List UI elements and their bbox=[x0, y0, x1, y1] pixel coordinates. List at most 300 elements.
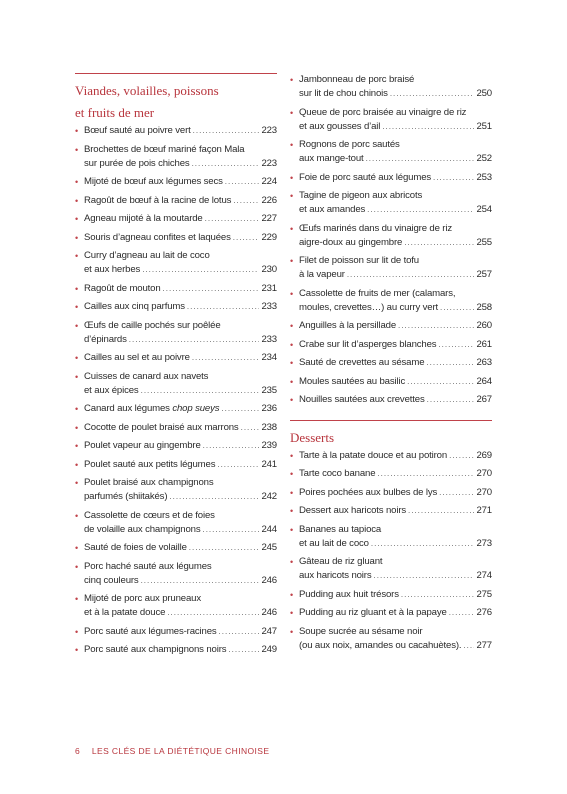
toc-entry-line bbox=[299, 639, 492, 653]
leader-dots bbox=[404, 236, 474, 250]
toc-page-number: 274 bbox=[476, 570, 492, 581]
toc-entry-text: Moules sautées au basilic bbox=[299, 375, 406, 387]
bullet-icon: • bbox=[75, 251, 79, 261]
toc-page-number: 277 bbox=[476, 639, 492, 651]
toc-column-right bbox=[290, 73, 492, 657]
page-footer bbox=[75, 746, 269, 756]
toc-entry-line bbox=[84, 143, 277, 157]
leader-dots bbox=[438, 338, 474, 352]
leader-dots bbox=[228, 643, 259, 657]
toc-column-left bbox=[75, 73, 277, 662]
toc-page-number: 245 bbox=[261, 542, 277, 553]
toc-entry bbox=[290, 625, 492, 653]
bullet-icon: • bbox=[290, 450, 294, 461]
leader-dots bbox=[390, 87, 475, 101]
toc-entry bbox=[75, 476, 277, 504]
toc-page-number: 263 bbox=[476, 357, 492, 368]
toc-page-number: 249 bbox=[261, 644, 277, 655]
bullet-icon: • bbox=[290, 107, 294, 118]
toc-entry-line bbox=[299, 537, 492, 551]
toc-entry-text: Tarte coco banane bbox=[299, 468, 376, 479]
toc-page-number: 269 bbox=[476, 449, 492, 461]
toc-page-number: 251 bbox=[476, 120, 492, 132]
leader-dots bbox=[169, 490, 259, 504]
toc-entry-line bbox=[299, 588, 492, 602]
toc-entry-line bbox=[84, 458, 277, 472]
toc-entry-text: Jambonneau de porc braisé bbox=[299, 74, 415, 85]
toc-entry-text: (ou aux noix, amandes ou cacahuètes). bbox=[299, 639, 462, 651]
toc-entry bbox=[290, 338, 492, 352]
toc-entry-text: aux haricots noirs bbox=[299, 570, 372, 581]
bullet-icon: • bbox=[75, 214, 79, 224]
toc-entry-line bbox=[299, 222, 492, 236]
toc-entry-line bbox=[84, 625, 277, 639]
toc-page-number: 276 bbox=[476, 607, 492, 618]
toc-entry-line bbox=[84, 263, 277, 277]
toc-entry-line bbox=[84, 490, 277, 504]
toc-entry-text: d’épinards bbox=[84, 333, 127, 345]
toc-entry bbox=[290, 287, 492, 315]
bullet-icon: • bbox=[75, 302, 79, 312]
toc-entry-line bbox=[84, 282, 277, 296]
toc-entry bbox=[75, 541, 277, 555]
toc-entry-text: Agneau mijoté à la moutarde bbox=[84, 213, 203, 224]
toc-entry-text: Poulet sauté aux petits légumes bbox=[84, 458, 216, 470]
bullet-icon: • bbox=[75, 626, 79, 637]
bullet-icon: • bbox=[75, 459, 79, 470]
toc-entry-text: de volaille aux champignons bbox=[84, 523, 201, 535]
leader-dots bbox=[141, 384, 260, 398]
bullet-icon: • bbox=[75, 561, 79, 572]
toc-entry-text: sur lit de chou chinois bbox=[299, 88, 388, 99]
toc-entry-line bbox=[84, 574, 277, 588]
toc-entry-line bbox=[299, 356, 492, 370]
toc-entry bbox=[75, 643, 277, 657]
toc-entry bbox=[75, 509, 277, 537]
leader-dots bbox=[129, 333, 260, 347]
bullet-icon: • bbox=[290, 140, 294, 150]
toc-entry-text: Porc sauté aux légumes-racines bbox=[84, 625, 217, 637]
toc-entry-text: Mijoté de porc aux pruneaux bbox=[84, 593, 202, 604]
toc-entry-text: Ragoût de mouton bbox=[84, 282, 161, 294]
toc-page-number: 273 bbox=[476, 537, 492, 549]
toc-entry-line bbox=[299, 236, 492, 250]
toc-entry-text: Bœuf sauté au poivre vert bbox=[84, 125, 191, 136]
toc-page-number: 264 bbox=[476, 375, 492, 387]
leader-dots bbox=[225, 175, 260, 189]
toc-page-number: 233 bbox=[261, 333, 277, 345]
toc-entry-line bbox=[299, 393, 492, 407]
toc-entry-text: Poulet vapeur au gingembre bbox=[84, 440, 201, 451]
bullet-icon: • bbox=[75, 353, 79, 363]
toc-entry-line bbox=[299, 152, 492, 166]
toc-entry bbox=[75, 592, 277, 620]
bullet-icon: • bbox=[290, 75, 294, 85]
toc-entry bbox=[75, 458, 277, 472]
toc-entry-text: Poires pochées aux bulbes de lys bbox=[299, 486, 438, 498]
toc-entry-line bbox=[84, 592, 277, 606]
toc-entry-line bbox=[84, 421, 277, 435]
leader-dots bbox=[192, 351, 260, 365]
leader-dots bbox=[163, 282, 260, 296]
toc-entry-line bbox=[84, 212, 277, 226]
leader-dots bbox=[167, 606, 259, 620]
toc-entry-text: Pudding au riz gluant et à la papaye bbox=[299, 607, 447, 618]
toc-entry-text: à la vapeur bbox=[299, 269, 345, 280]
toc-list-desserts bbox=[290, 449, 492, 653]
toc-entry-text: Queue de porc braisée au vinaigre de riz bbox=[299, 106, 467, 118]
leader-dots bbox=[427, 393, 475, 407]
toc-entry-text: et aux amandes bbox=[299, 204, 366, 215]
toc-entry-text: Tarte à la patate douce et au potiron bbox=[299, 449, 448, 461]
toc-entry-line bbox=[299, 523, 492, 537]
section-title-meats bbox=[75, 80, 277, 124]
toc-entry-line bbox=[84, 194, 277, 208]
leader-dots bbox=[233, 231, 260, 245]
toc-entry-line bbox=[299, 73, 492, 87]
toc-entry-line bbox=[84, 643, 277, 657]
toc-page-number: 236 bbox=[261, 403, 277, 414]
toc-entry-text: aigre-doux au gingembre bbox=[299, 236, 403, 248]
bullet-icon: • bbox=[290, 172, 294, 183]
bullet-icon: • bbox=[75, 510, 79, 521]
toc-page-number: 238 bbox=[261, 421, 277, 433]
toc-entry-text: Poulet braisé aux champignons bbox=[84, 477, 214, 488]
bullet-icon: • bbox=[75, 126, 79, 136]
toc-entry-line bbox=[299, 203, 492, 217]
toc-entry-text: Souris d’agneau confites et laquées bbox=[84, 231, 231, 243]
toc-entry-line bbox=[299, 106, 492, 120]
toc-entry bbox=[75, 194, 277, 208]
leader-dots bbox=[398, 319, 474, 333]
toc-page-number: 271 bbox=[476, 505, 492, 516]
bullet-icon: • bbox=[290, 256, 294, 266]
running-title: LES CLÉS DE LA DIÉTÉTIQUE CHINOISE bbox=[91, 746, 270, 756]
page-number: 6 bbox=[75, 746, 81, 756]
toc-entry-line bbox=[84, 384, 277, 398]
toc-list-meats bbox=[75, 124, 277, 657]
toc-page-number: 229 bbox=[261, 231, 277, 243]
toc-page-number: 247 bbox=[261, 625, 277, 637]
toc-entry bbox=[75, 370, 277, 398]
section-divider bbox=[290, 420, 492, 421]
toc-entry bbox=[75, 351, 277, 365]
toc-entry bbox=[290, 138, 492, 166]
toc-entry-text: et aux gousses d’ail bbox=[299, 120, 381, 132]
toc-entry bbox=[290, 449, 492, 463]
bullet-icon: • bbox=[290, 589, 294, 600]
toc-entry-line bbox=[299, 171, 492, 185]
toc-entry-line bbox=[299, 268, 492, 282]
toc-entry-line bbox=[299, 606, 492, 620]
toc-entry-line bbox=[84, 560, 277, 574]
leader-dots bbox=[221, 402, 259, 416]
leader-dots bbox=[371, 537, 475, 551]
toc-entry-text: Porc sauté aux champignons noirs bbox=[84, 644, 227, 655]
toc-entry-line bbox=[84, 509, 277, 523]
toc-entry-text: Mijoté de bœuf aux légumes secs bbox=[84, 176, 223, 187]
toc-entry bbox=[290, 555, 492, 583]
leader-dots bbox=[401, 588, 475, 602]
toc-entry-text: Ragoût de bœuf à la racine de lotus bbox=[84, 194, 232, 206]
toc-entry-text: Nouilles sautées aux crevettes bbox=[299, 394, 425, 405]
toc-page-number: 254 bbox=[476, 204, 492, 215]
toc-entry-text: Foie de porc sauté aux légumes bbox=[299, 171, 432, 183]
toc-list-meats-cont bbox=[290, 73, 492, 407]
toc-entry-text: Dessert aux haricots noirs bbox=[299, 505, 407, 516]
section-divider bbox=[75, 73, 277, 74]
toc-page-number: 257 bbox=[476, 269, 492, 280]
bullet-icon: • bbox=[75, 422, 79, 433]
toc-entry bbox=[290, 189, 492, 217]
section-title-desserts: Desserts bbox=[290, 429, 335, 445]
toc-entry-line bbox=[299, 87, 492, 101]
toc-page-number: 258 bbox=[476, 301, 492, 313]
toc-entry-line bbox=[84, 300, 277, 314]
toc-entry-line bbox=[299, 338, 492, 352]
toc-entry-text: Gâteau de riz gluant bbox=[299, 556, 383, 567]
toc-page-number: 270 bbox=[476, 486, 492, 498]
toc-entry-text: parfumés (shiitakés) bbox=[84, 491, 168, 502]
toc-page-number: 235 bbox=[261, 384, 277, 396]
toc-page-number: 270 bbox=[476, 468, 492, 479]
toc-entry-line bbox=[299, 449, 492, 463]
toc-entry-text: Bananes au tapioca bbox=[299, 523, 382, 535]
toc-entry bbox=[75, 300, 277, 314]
toc-entry bbox=[290, 106, 492, 134]
toc-entry bbox=[290, 222, 492, 250]
toc-entry bbox=[75, 282, 277, 296]
toc-entry-line bbox=[299, 555, 492, 569]
bullet-icon: • bbox=[75, 594, 79, 604]
toc-page-number: 267 bbox=[476, 394, 492, 405]
toc-entry-text: Pudding aux huit trésors bbox=[299, 588, 399, 600]
toc-entry-text: Brochettes de bœuf mariné façon Mala bbox=[84, 143, 245, 155]
leader-dots bbox=[193, 124, 260, 138]
toc-page-number: 223 bbox=[261, 157, 277, 169]
leader-dots bbox=[217, 458, 259, 472]
toc-entry-line bbox=[299, 120, 492, 134]
toc-entry-text: et au lait de coco bbox=[299, 537, 369, 549]
leader-dots bbox=[407, 375, 474, 389]
toc-entry-text: et à la patate douce bbox=[84, 607, 166, 618]
toc-entry-text: Cailles aux cinq parfums bbox=[84, 301, 185, 312]
bullet-icon: • bbox=[75, 320, 79, 331]
toc-entry-text: Sauté de foies de volaille bbox=[84, 542, 187, 553]
leader-dots bbox=[439, 486, 474, 500]
toc-entry-line bbox=[299, 254, 492, 268]
leader-dots bbox=[347, 268, 475, 282]
bullet-icon: • bbox=[75, 177, 79, 187]
toc-page-number: 260 bbox=[476, 320, 492, 331]
toc-entry-line bbox=[299, 138, 492, 152]
toc-page-number: 226 bbox=[261, 194, 277, 206]
toc-entry-line bbox=[299, 375, 492, 389]
toc-entry-text: Anguilles à la persillade bbox=[299, 320, 397, 331]
toc-entry-line bbox=[299, 504, 492, 518]
leader-dots bbox=[408, 504, 474, 518]
bullet-icon: • bbox=[290, 487, 294, 498]
toc-entry-line bbox=[299, 301, 492, 315]
bullet-icon: • bbox=[75, 283, 79, 294]
toc-entry-text: Crabe sur lit d’asperges blanches bbox=[299, 338, 437, 350]
toc-page-number: 250 bbox=[476, 88, 492, 99]
bullet-icon: • bbox=[75, 645, 79, 655]
toc-entry bbox=[75, 439, 277, 453]
toc-entry bbox=[290, 171, 492, 185]
bullet-icon: • bbox=[290, 626, 294, 637]
bullet-icon: • bbox=[75, 543, 79, 553]
toc-entry-text: Œufs de caille pochés sur poêlée bbox=[84, 319, 221, 331]
leader-dots bbox=[233, 194, 259, 208]
toc-page-number: 241 bbox=[261, 458, 277, 470]
bullet-icon: • bbox=[290, 376, 294, 387]
leader-dots bbox=[205, 212, 260, 226]
bullet-icon: • bbox=[75, 478, 79, 488]
toc-entry bbox=[290, 393, 492, 407]
toc-entry bbox=[75, 560, 277, 588]
toc-entry-line bbox=[299, 486, 492, 500]
toc-page-number: 234 bbox=[261, 352, 277, 363]
toc-entry-text: Cassolette de fruits de mer (calamars, bbox=[299, 287, 456, 299]
bullet-icon: • bbox=[290, 608, 294, 618]
toc-entry-text: cinq couleurs bbox=[84, 574, 139, 586]
toc-entry-text: Cuisses de canard aux navets bbox=[84, 370, 209, 382]
toc-entry bbox=[75, 124, 277, 138]
leader-dots bbox=[433, 171, 474, 185]
toc-page-number: 246 bbox=[261, 574, 277, 586]
leader-dots bbox=[382, 120, 474, 134]
toc-entry-line bbox=[84, 231, 277, 245]
toc-entry-text-italic: chop sueys bbox=[172, 403, 220, 414]
bullet-icon: • bbox=[75, 232, 79, 243]
leader-dots bbox=[440, 301, 474, 315]
toc-entry-line bbox=[299, 569, 492, 583]
toc-entry bbox=[290, 588, 492, 602]
toc-entry-line bbox=[84, 175, 277, 189]
toc-entry-line bbox=[84, 606, 277, 620]
toc-entry-text: Soupe sucrée au sésame noir bbox=[299, 625, 423, 637]
bullet-icon: • bbox=[290, 506, 294, 516]
toc-page-number: 261 bbox=[476, 338, 492, 350]
toc-page-number: 275 bbox=[476, 588, 492, 600]
toc-entry-line bbox=[299, 625, 492, 639]
leader-dots bbox=[219, 625, 260, 639]
bullet-icon: • bbox=[75, 144, 79, 155]
toc-entry-line bbox=[84, 439, 277, 453]
toc-entry-text: et aux épices bbox=[84, 384, 139, 396]
leader-dots bbox=[426, 356, 474, 370]
toc-page-number: 252 bbox=[476, 153, 492, 164]
bullet-icon: • bbox=[75, 441, 79, 451]
leader-dots bbox=[142, 263, 259, 277]
toc-entry-text: Porc haché sauté aux légumes bbox=[84, 560, 212, 572]
toc-page-number: 246 bbox=[261, 607, 277, 618]
leader-dots bbox=[449, 606, 475, 620]
toc-entry bbox=[75, 421, 277, 435]
toc-entry-line bbox=[84, 402, 277, 416]
bullet-icon: • bbox=[290, 191, 294, 201]
toc-entry-text: sur purée de pois chiches bbox=[84, 157, 190, 169]
toc-entry-line bbox=[299, 319, 492, 333]
leader-dots bbox=[192, 157, 260, 171]
toc-entry bbox=[290, 254, 492, 282]
bullet-icon: • bbox=[290, 395, 294, 405]
toc-entry-text: Cocotte de poulet braisé aux marrons bbox=[84, 421, 239, 433]
leader-dots bbox=[449, 449, 474, 463]
bullet-icon: • bbox=[290, 223, 294, 234]
toc-entry bbox=[290, 523, 492, 551]
leader-dots bbox=[202, 523, 259, 537]
toc-entry-text: Curry d’agneau au lait de coco bbox=[84, 250, 210, 261]
leader-dots bbox=[241, 421, 260, 435]
bullet-icon: • bbox=[75, 195, 79, 206]
leader-dots bbox=[141, 574, 260, 588]
toc-entry-line bbox=[84, 370, 277, 384]
toc-entry bbox=[290, 486, 492, 500]
toc-entry bbox=[290, 319, 492, 333]
toc-entry-line bbox=[84, 319, 277, 333]
bullet-icon: • bbox=[75, 404, 79, 414]
toc-entry-text: Œufs marinés dans du vinaigre de riz bbox=[299, 222, 452, 234]
toc-entry-text: Sauté de crevettes au sésame bbox=[299, 357, 425, 368]
leader-dots bbox=[374, 569, 475, 583]
bullet-icon: • bbox=[290, 288, 294, 299]
leader-dots bbox=[366, 152, 475, 166]
toc-entry bbox=[75, 319, 277, 347]
toc-entry-line bbox=[84, 476, 277, 490]
bullet-icon: • bbox=[290, 358, 294, 368]
toc-entry-text: aux mange-tout bbox=[299, 153, 364, 164]
toc-page-number: 224 bbox=[261, 176, 277, 187]
toc-page-number: 253 bbox=[476, 171, 492, 183]
toc-entry-text: Cailles au sel et au poivre bbox=[84, 352, 190, 363]
toc-entry bbox=[75, 249, 277, 277]
toc-entry-line bbox=[299, 467, 492, 481]
toc-entry bbox=[290, 606, 492, 620]
toc-entry-text: et aux herbes bbox=[84, 264, 141, 275]
leader-dots bbox=[189, 541, 260, 555]
toc-entry-text: Cassolette de cœurs et de foies bbox=[84, 509, 215, 521]
leader-dots bbox=[187, 300, 260, 314]
section-title-line: Viandes, volailles, poissons bbox=[75, 83, 219, 98]
toc-page-number: 227 bbox=[261, 213, 277, 224]
toc-page-number: 230 bbox=[261, 264, 277, 275]
toc-page-number: 223 bbox=[261, 125, 277, 136]
leader-dots bbox=[463, 639, 474, 653]
leader-dots bbox=[377, 467, 474, 481]
toc-entry bbox=[290, 504, 492, 518]
toc-entry bbox=[290, 375, 492, 389]
toc-entry bbox=[290, 73, 492, 101]
section-title-line: et fruits de mer bbox=[75, 105, 155, 120]
toc-entry-text: moules, crevettes…) au curry vert bbox=[299, 301, 438, 313]
toc-entry bbox=[75, 231, 277, 245]
leader-dots bbox=[367, 203, 474, 217]
toc-entry bbox=[75, 402, 277, 416]
toc-page-number: 242 bbox=[261, 491, 277, 502]
bullet-icon: • bbox=[290, 557, 294, 567]
bullet-icon: • bbox=[75, 371, 79, 382]
toc-entry-text: Canard aux légumes bbox=[84, 403, 173, 414]
toc-entry-line bbox=[299, 189, 492, 203]
bullet-icon: • bbox=[290, 524, 294, 535]
toc-entry-line bbox=[84, 523, 277, 537]
toc-entry bbox=[75, 143, 277, 171]
toc-entry-line bbox=[84, 333, 277, 347]
toc-page-number: 233 bbox=[261, 301, 277, 312]
toc-entry bbox=[290, 356, 492, 370]
